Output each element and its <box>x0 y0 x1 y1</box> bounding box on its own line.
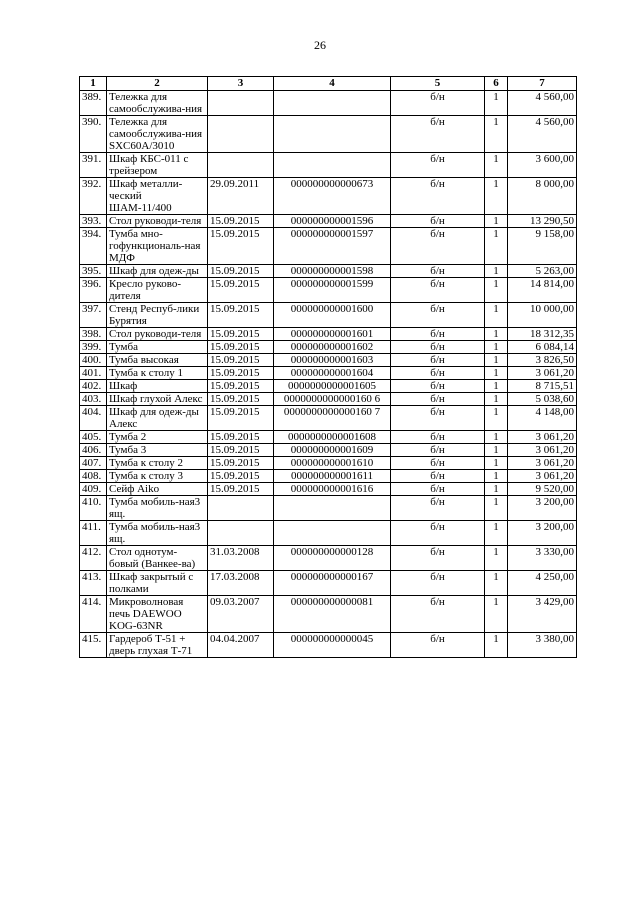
acquisition-date: 15.09.2015 <box>208 228 274 265</box>
quantity-cell: 1 <box>485 380 508 393</box>
inventory-number <box>274 496 391 521</box>
table-row <box>80 431 577 444</box>
quantity-cell: 1 <box>485 354 508 367</box>
amount-cell: 3 200,00 <box>508 521 577 546</box>
unit-cell: б/н <box>391 483 485 496</box>
row-number: 403. <box>80 393 107 406</box>
inventory-number: 000000000000128 <box>274 546 391 571</box>
table-row <box>80 380 577 393</box>
amount-cell: 3 200,00 <box>508 496 577 521</box>
table-row <box>80 457 577 470</box>
acquisition-date: 15.09.2015 <box>208 380 274 393</box>
inventory-number: 000000000001597 <box>274 228 391 265</box>
unit-cell: б/н <box>391 91 485 116</box>
acquisition-date: 15.09.2015 <box>208 431 274 444</box>
inventory-number: 000000000000673 <box>274 178 391 215</box>
table-row <box>80 496 577 521</box>
inventory-number: 000000000001610 <box>274 457 391 470</box>
inventory-number: 0000000000001605 <box>274 380 391 393</box>
quantity-cell: 1 <box>485 178 508 215</box>
item-name: Сейф Aiko <box>107 483 208 496</box>
amount-cell: 3 429,00 <box>508 596 577 633</box>
inventory-number: 000000000000045 <box>274 633 391 658</box>
inventory-number: 000000000001600 <box>274 303 391 328</box>
unit-cell: б/н <box>391 521 485 546</box>
row-number: 405. <box>80 431 107 444</box>
header-cell: 3 <box>208 77 274 91</box>
row-number: 390. <box>80 116 107 153</box>
item-name: Тумба мобиль-ная3 ящ. <box>107 521 208 546</box>
item-name: Шкаф <box>107 380 208 393</box>
inventory-table <box>79 76 577 658</box>
row-number: 392. <box>80 178 107 215</box>
table-row <box>80 546 577 571</box>
row-number: 411. <box>80 521 107 546</box>
acquisition-date <box>208 153 274 178</box>
quantity-cell: 1 <box>485 457 508 470</box>
table-row <box>80 153 577 178</box>
item-name: Стол руководи-теля <box>107 328 208 341</box>
acquisition-date: 31.03.2008 <box>208 546 274 571</box>
item-name: Тумба 2 <box>107 431 208 444</box>
inventory-number: 0000000000000160 7 <box>274 406 391 431</box>
row-number: 399. <box>80 341 107 354</box>
item-name: Микроволновая печь DAEWOO KOG-63NR <box>107 596 208 633</box>
quantity-cell: 1 <box>485 278 508 303</box>
row-number: 407. <box>80 457 107 470</box>
unit-cell: б/н <box>391 380 485 393</box>
quantity-cell: 1 <box>485 546 508 571</box>
unit-cell: б/н <box>391 228 485 265</box>
table-row <box>80 633 577 658</box>
row-number: 401. <box>80 367 107 380</box>
quantity-cell: 1 <box>485 521 508 546</box>
unit-cell: б/н <box>391 431 485 444</box>
unit-cell: б/н <box>391 571 485 596</box>
unit-cell: б/н <box>391 633 485 658</box>
unit-cell: б/н <box>391 470 485 483</box>
acquisition-date <box>208 91 274 116</box>
acquisition-date: 15.09.2015 <box>208 483 274 496</box>
item-name: Тележка для самообслужива-ния <box>107 91 208 116</box>
row-number: 410. <box>80 496 107 521</box>
acquisition-date: 15.09.2015 <box>208 444 274 457</box>
amount-cell: 5 038,60 <box>508 393 577 406</box>
amount-cell: 3 600,00 <box>508 153 577 178</box>
unit-cell: б/н <box>391 341 485 354</box>
table-row <box>80 406 577 431</box>
amount-cell: 8 715,51 <box>508 380 577 393</box>
row-number: 404. <box>80 406 107 431</box>
row-number: 393. <box>80 215 107 228</box>
item-name: Стол руководи-теля <box>107 215 208 228</box>
quantity-cell: 1 <box>485 633 508 658</box>
amount-cell: 3 061,20 <box>508 367 577 380</box>
acquisition-date <box>208 521 274 546</box>
header-cell: 5 <box>391 77 485 91</box>
header-cell: 4 <box>274 77 391 91</box>
item-name: Кресло руково-дителя <box>107 278 208 303</box>
page-number: 26 <box>314 38 326 52</box>
quantity-cell: 1 <box>485 444 508 457</box>
acquisition-date: 15.09.2015 <box>208 265 274 278</box>
acquisition-date: 15.09.2015 <box>208 393 274 406</box>
inventory-number: 000000000000167 <box>274 571 391 596</box>
amount-cell: 3 061,20 <box>508 470 577 483</box>
table-row <box>80 444 577 457</box>
amount-cell: 3 826,50 <box>508 354 577 367</box>
item-name: Шкаф металли-ческий ШАМ-11/400 <box>107 178 208 215</box>
inventory-number: 000000000001616 <box>274 483 391 496</box>
unit-cell: б/н <box>391 265 485 278</box>
row-number: 391. <box>80 153 107 178</box>
acquisition-date: 15.09.2015 <box>208 470 274 483</box>
amount-cell: 9 158,00 <box>508 228 577 265</box>
inventory-number: 000000000001611 <box>274 470 391 483</box>
table-row <box>80 470 577 483</box>
item-name: Шкаф закрытый с полками <box>107 571 208 596</box>
amount-cell: 6 084,14 <box>508 341 577 354</box>
quantity-cell: 1 <box>485 406 508 431</box>
header-cell: 2 <box>107 77 208 91</box>
table-row <box>80 354 577 367</box>
amount-cell: 3 061,20 <box>508 444 577 457</box>
row-number: 414. <box>80 596 107 633</box>
row-number: 394. <box>80 228 107 265</box>
row-number: 408. <box>80 470 107 483</box>
quantity-cell: 1 <box>485 470 508 483</box>
unit-cell: б/н <box>391 406 485 431</box>
quantity-cell: 1 <box>485 367 508 380</box>
item-name: Тумба мно-гофункциональ-ная МДФ <box>107 228 208 265</box>
inventory-number: 000000000001601 <box>274 328 391 341</box>
unit-cell: б/н <box>391 444 485 457</box>
inventory-number <box>274 91 391 116</box>
inventory-number: 000000000001598 <box>274 265 391 278</box>
table-row <box>80 178 577 215</box>
acquisition-date <box>208 496 274 521</box>
row-number: 406. <box>80 444 107 457</box>
quantity-cell: 1 <box>485 91 508 116</box>
row-number: 395. <box>80 265 107 278</box>
amount-cell: 4 560,00 <box>508 116 577 153</box>
inventory-number: 000000000001596 <box>274 215 391 228</box>
item-name: Шкаф для одеж-ды <box>107 265 208 278</box>
amount-cell: 5 263,00 <box>508 265 577 278</box>
row-number: 409. <box>80 483 107 496</box>
table-row <box>80 116 577 153</box>
item-name: Тумба к столу 1 <box>107 367 208 380</box>
unit-cell: б/н <box>391 153 485 178</box>
header-cell: 1 <box>80 77 107 91</box>
acquisition-date: 15.09.2015 <box>208 367 274 380</box>
unit-cell: б/н <box>391 278 485 303</box>
amount-cell: 9 520,00 <box>508 483 577 496</box>
table-row <box>80 215 577 228</box>
table-row <box>80 91 577 116</box>
inventory-number: 000000000001604 <box>274 367 391 380</box>
inventory-number <box>274 116 391 153</box>
unit-cell: б/н <box>391 393 485 406</box>
table-row <box>80 483 577 496</box>
quantity-cell: 1 <box>485 393 508 406</box>
acquisition-date: 15.09.2015 <box>208 303 274 328</box>
table-row <box>80 596 577 633</box>
acquisition-date: 15.09.2015 <box>208 215 274 228</box>
table-row <box>80 571 577 596</box>
unit-cell: б/н <box>391 496 485 521</box>
acquisition-date: 15.09.2015 <box>208 457 274 470</box>
unit-cell: б/н <box>391 116 485 153</box>
item-name: Шкаф для одеж-ды Алекс <box>107 406 208 431</box>
table-row <box>80 393 577 406</box>
table-body <box>80 91 577 658</box>
amount-cell: 4 560,00 <box>508 91 577 116</box>
quantity-cell: 1 <box>485 496 508 521</box>
acquisition-date: 29.09.2011 <box>208 178 274 215</box>
row-number: 397. <box>80 303 107 328</box>
row-number: 415. <box>80 633 107 658</box>
inventory-number: 0000000000000160 6 <box>274 393 391 406</box>
acquisition-date: 15.09.2015 <box>208 278 274 303</box>
table-row <box>80 367 577 380</box>
table-row <box>80 228 577 265</box>
quantity-cell: 1 <box>485 431 508 444</box>
acquisition-date: 15.09.2015 <box>208 406 274 431</box>
table-row <box>80 265 577 278</box>
item-name: Тумба высокая <box>107 354 208 367</box>
quantity-cell: 1 <box>485 265 508 278</box>
inventory-number: 000000000001603 <box>274 354 391 367</box>
item-name: Шкаф КБС-011 с трейзером <box>107 153 208 178</box>
acquisition-date: 15.09.2015 <box>208 341 274 354</box>
item-name: Тумба к столу 2 <box>107 457 208 470</box>
acquisition-date <box>208 116 274 153</box>
amount-cell: 10 000,00 <box>508 303 577 328</box>
item-name: Гардероб Т-51 + дверь глухая Т-71 <box>107 633 208 658</box>
unit-cell: б/н <box>391 303 485 328</box>
quantity-cell: 1 <box>485 596 508 633</box>
item-name: Тумба <box>107 341 208 354</box>
amount-cell: 4 148,00 <box>508 406 577 431</box>
quantity-cell: 1 <box>485 215 508 228</box>
table-row <box>80 303 577 328</box>
quantity-cell: 1 <box>485 303 508 328</box>
amount-cell: 3 061,20 <box>508 431 577 444</box>
quantity-cell: 1 <box>485 571 508 596</box>
row-number: 398. <box>80 328 107 341</box>
table-row <box>80 341 577 354</box>
table-row <box>80 278 577 303</box>
item-name: Стол однотум-бовый (Ванкее-ва) <box>107 546 208 571</box>
quantity-cell: 1 <box>485 116 508 153</box>
row-number: 396. <box>80 278 107 303</box>
unit-cell: б/н <box>391 546 485 571</box>
acquisition-date: 15.09.2015 <box>208 328 274 341</box>
amount-cell: 3 330,00 <box>508 546 577 571</box>
inventory-number: 000000000001602 <box>274 341 391 354</box>
item-name: Стенд Респуб-лики Бурятия <box>107 303 208 328</box>
inventory-number: 000000000001609 <box>274 444 391 457</box>
inventory-number: 000000000001599 <box>274 278 391 303</box>
acquisition-date: 04.04.2007 <box>208 633 274 658</box>
unit-cell: б/н <box>391 457 485 470</box>
header-row <box>80 77 577 91</box>
unit-cell: б/н <box>391 367 485 380</box>
unit-cell: б/н <box>391 354 485 367</box>
row-number: 412. <box>80 546 107 571</box>
quantity-cell: 1 <box>485 328 508 341</box>
unit-cell: б/н <box>391 596 485 633</box>
quantity-cell: 1 <box>485 341 508 354</box>
quantity-cell: 1 <box>485 153 508 178</box>
quantity-cell: 1 <box>485 483 508 496</box>
item-name: Тумба к столу 3 <box>107 470 208 483</box>
inventory-number <box>274 153 391 178</box>
row-number: 400. <box>80 354 107 367</box>
row-number: 402. <box>80 380 107 393</box>
acquisition-date: 15.09.2015 <box>208 354 274 367</box>
item-name: Тумба 3 <box>107 444 208 457</box>
inventory-number: 000000000000081 <box>274 596 391 633</box>
unit-cell: б/н <box>391 328 485 341</box>
inventory-number: 0000000000001608 <box>274 431 391 444</box>
amount-cell: 3 061,20 <box>508 457 577 470</box>
unit-cell: б/н <box>391 215 485 228</box>
unit-cell: б/н <box>391 178 485 215</box>
quantity-cell: 1 <box>485 228 508 265</box>
header-cell: 7 <box>508 77 577 91</box>
item-name: Тумба мобиль-ная3 ящ. <box>107 496 208 521</box>
header-cell: 6 <box>485 77 508 91</box>
row-number: 413. <box>80 571 107 596</box>
item-name: Тележка для самообслужива-ния SXC60A/3010 <box>107 116 208 153</box>
amount-cell: 14 814,00 <box>508 278 577 303</box>
inventory-number <box>274 521 391 546</box>
item-name: Шкаф глухой Алекс <box>107 393 208 406</box>
amount-cell: 13 290,50 <box>508 215 577 228</box>
amount-cell: 4 250,00 <box>508 571 577 596</box>
acquisition-date: 09.03.2007 <box>208 596 274 633</box>
table-row <box>80 328 577 341</box>
row-number: 389. <box>80 91 107 116</box>
table-row <box>80 521 577 546</box>
amount-cell: 3 380,00 <box>508 633 577 658</box>
amount-cell: 18 312,35 <box>508 328 577 341</box>
acquisition-date: 17.03.2008 <box>208 571 274 596</box>
amount-cell: 8 000,00 <box>508 178 577 215</box>
